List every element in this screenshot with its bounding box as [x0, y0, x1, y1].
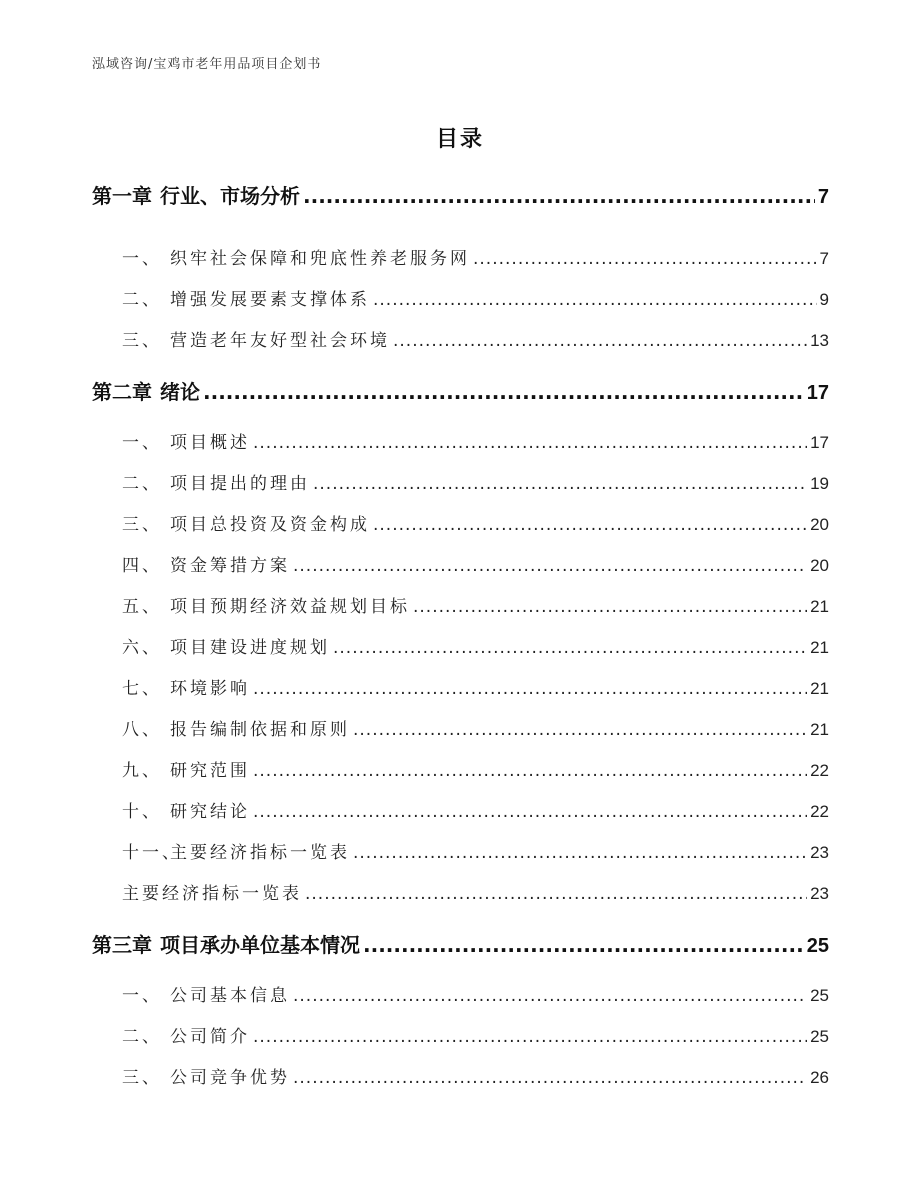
toc-section-entry[interactable] — [92, 709, 829, 750]
toc-page-number: 19 — [810, 474, 829, 493]
toc-entry-number: 三、 — [122, 331, 162, 351]
toc-section-entry[interactable] — [92, 873, 829, 914]
toc-section-entry[interactable] — [92, 791, 829, 832]
toc-entry-label: 项目预期经济效益规划目标 — [170, 597, 410, 617]
toc-entry-number: 一、 — [122, 249, 162, 269]
toc-entry-label: 项目概述 — [170, 433, 250, 453]
toc-section-entry[interactable] — [92, 627, 829, 668]
dot-leader — [413, 587, 807, 628]
toc-entry-number: 一、 — [122, 433, 162, 453]
toc-entry-number: 十一、 — [122, 843, 182, 863]
toc-page-number: 20 — [810, 556, 829, 575]
toc-entry-number: 二、 — [122, 1027, 162, 1047]
dot-leader — [253, 751, 807, 792]
toc-entry-label: 公司竞争优势 — [170, 1068, 290, 1088]
toc-page-number: 25 — [810, 1027, 829, 1046]
page-header: 泓域咨询/宝鸡市老年用品项目企划书 — [92, 57, 322, 72]
dot-leader — [303, 176, 815, 217]
toc-entry-label: 营造老年友好型社会环境 — [170, 331, 390, 351]
toc-page-number: 21 — [810, 720, 829, 739]
toc-entry-label: 项目承办单位基本情况 — [160, 933, 360, 957]
toc-section-entry[interactable] — [92, 750, 829, 791]
toc-entry-label: 研究结论 — [170, 802, 250, 822]
toc-entry-label: 行业、市场分析 — [160, 184, 300, 208]
toc-page-number: 7 — [819, 249, 829, 268]
toc-entry-label: 资金筹措方案 — [170, 556, 290, 576]
toc-title: 目录 — [435, 127, 484, 152]
toc-page-number: 25 — [810, 986, 829, 1005]
toc-entry-label: 织牢社会保障和兜底性养老服务网 — [170, 249, 470, 269]
toc-entry-number: 五、 — [122, 597, 162, 617]
dot-leader — [353, 833, 807, 874]
toc-page-number: 20 — [810, 515, 829, 534]
dot-leader — [293, 546, 807, 587]
toc-page-number: 17 — [810, 433, 829, 452]
toc-page-number: 22 — [810, 761, 829, 780]
toc-chapter-entry[interactable] — [92, 372, 829, 413]
toc-entry-number: 三、 — [122, 515, 162, 535]
dot-leader — [293, 976, 807, 1017]
toc-section-entry[interactable] — [92, 463, 829, 504]
toc-page-number: 21 — [810, 679, 829, 698]
dot-leader — [203, 372, 804, 413]
dot-leader — [313, 464, 807, 505]
toc-section-entry[interactable] — [92, 1057, 829, 1098]
toc-entry-label: 公司基本信息 — [170, 986, 290, 1006]
toc-entry-label: 研究范围 — [170, 761, 250, 781]
toc-chapter-entry[interactable] — [92, 176, 829, 217]
toc-entry-number: 第三章 — [92, 933, 152, 957]
toc-page-number: 25 — [806, 935, 829, 957]
dot-leader — [253, 669, 807, 710]
toc-page-number: 9 — [819, 290, 829, 309]
toc-entry-label: 绪论 — [160, 380, 200, 404]
toc-entry-number: 二、 — [122, 474, 162, 494]
dot-leader — [293, 1058, 807, 1099]
toc-entry-label: 项目建设进度规划 — [170, 638, 330, 658]
toc-entry-label: 报告编制依据和原则 — [170, 720, 350, 740]
toc-section-entry[interactable] — [92, 320, 829, 361]
toc-page-number: 23 — [810, 843, 829, 862]
toc-page-number: 13 — [810, 331, 829, 350]
toc-chapter-entry[interactable] — [92, 925, 829, 966]
toc-entry-label: 主要经济指标一览表 — [170, 843, 350, 863]
dot-leader — [305, 874, 807, 915]
toc-entry-number: 六、 — [122, 638, 162, 658]
toc-section-entry[interactable] — [92, 238, 829, 279]
toc-entry-number: 九、 — [122, 761, 162, 781]
dot-leader — [253, 792, 807, 833]
dot-leader — [253, 1017, 807, 1058]
toc-entry-label: 公司简介 — [170, 1027, 250, 1047]
toc-entry-number: 二、 — [122, 290, 162, 310]
toc-entry-number: 七、 — [122, 679, 162, 699]
table-of-contents — [92, 176, 829, 1098]
toc-section-entry[interactable] — [92, 279, 829, 320]
toc-page-number: 21 — [810, 597, 829, 616]
toc-section-entry[interactable] — [92, 586, 829, 627]
toc-entry-number: 一、 — [122, 986, 162, 1006]
toc-entry-number: 第一章 — [92, 184, 152, 208]
toc-page-number: 17 — [806, 382, 829, 404]
dot-leader — [373, 280, 817, 321]
toc-section-entry[interactable] — [92, 832, 829, 873]
toc-entry-number: 四、 — [122, 556, 162, 576]
toc-section-entry[interactable] — [92, 545, 829, 586]
toc-entry-label: 环境影响 — [170, 679, 250, 699]
toc-entry-number: 十、 — [122, 802, 162, 822]
dot-leader — [393, 321, 807, 362]
dot-leader — [253, 423, 807, 464]
toc-entry-label: 项目提出的理由 — [170, 474, 310, 494]
toc-page-number: 21 — [810, 638, 829, 657]
toc-section-entry[interactable] — [92, 1016, 829, 1057]
toc-section-entry[interactable] — [92, 504, 829, 545]
toc-entry-label: 增强发展要素支撑体系 — [170, 290, 370, 310]
toc-section-entry[interactable] — [92, 975, 829, 1016]
toc-page-number: 7 — [817, 186, 829, 208]
toc-entry-number: 三、 — [122, 1068, 162, 1088]
toc-section-entry[interactable] — [92, 668, 829, 709]
toc-entry-label: 项目总投资及资金构成 — [170, 515, 370, 535]
toc-entry-number: 第二章 — [92, 380, 152, 404]
toc-entry-number: 八、 — [122, 720, 162, 740]
toc-entry-label: 主要经济指标一览表 — [122, 884, 302, 904]
dot-leader — [363, 925, 804, 966]
toc-page-number: 23 — [810, 884, 829, 903]
dot-leader — [373, 505, 807, 546]
dot-leader — [473, 239, 817, 280]
toc-page-number: 22 — [810, 802, 829, 821]
dot-leader — [333, 628, 807, 669]
dot-leader — [353, 710, 807, 751]
toc-page-number: 26 — [810, 1068, 829, 1087]
toc-section-entry[interactable] — [92, 422, 829, 463]
